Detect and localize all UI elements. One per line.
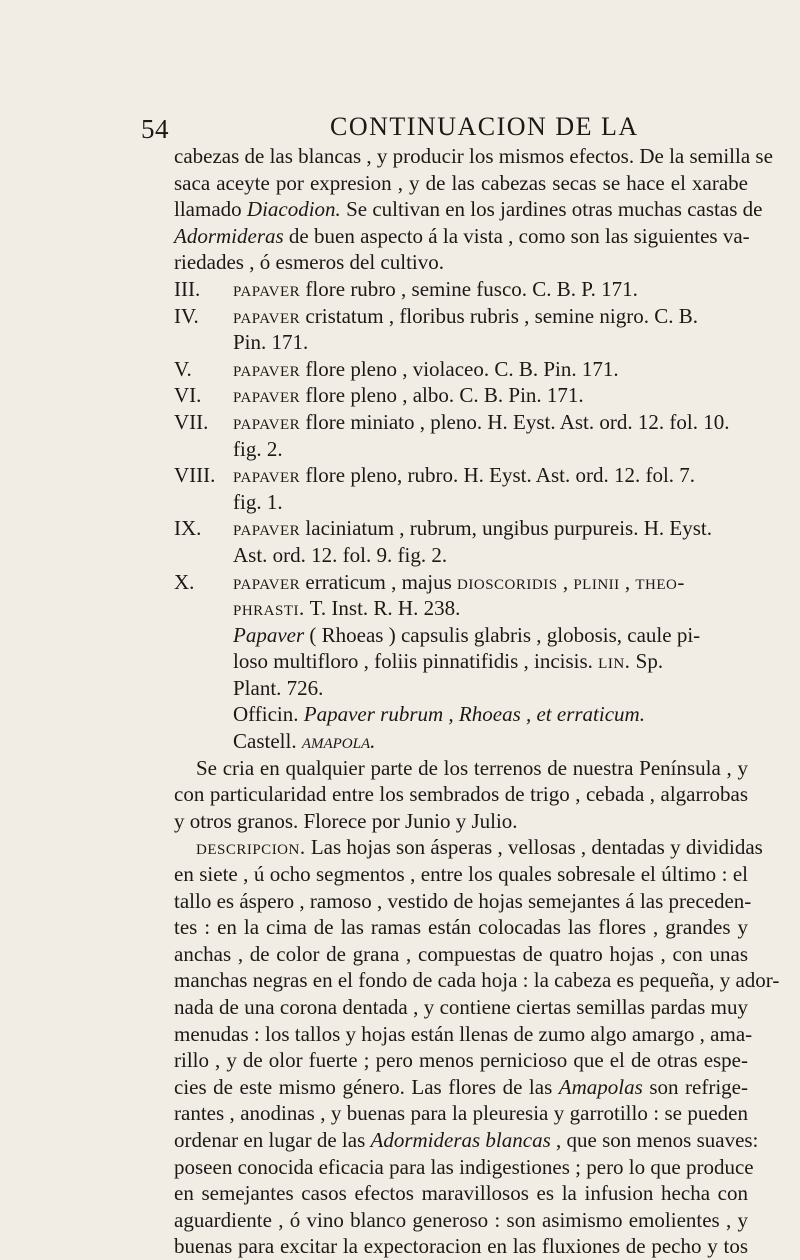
small-caps-text: papaver — [233, 303, 301, 328]
text-line — [174, 728, 748, 755]
text-line — [174, 1233, 748, 1260]
body-text — [174, 143, 780, 1260]
text-line — [174, 994, 748, 1021]
text-run: manchas negras en el fondo de cada hoja : la cabeza es pequeña, y ador- — [174, 968, 780, 993]
italic-text: Adormideras — [174, 223, 284, 248]
text-run: de buen aspecto á la vista , como son las siguientes va- — [283, 223, 750, 248]
text-run: aguardiente , ó vino blanco generoso : son asimismo emolientes , y — [174, 1207, 748, 1232]
text-run: flore pleno , violaceo. C. B. Pin. 171. — [300, 356, 619, 381]
text-run: Pin. 171. — [233, 330, 309, 355]
text-line — [174, 941, 748, 968]
roman-numeral: VII. — [174, 409, 209, 434]
italic-text: Papaver rubrum , Rhoeas , et erraticum. — [303, 702, 645, 727]
variety-entry-line — [174, 276, 748, 303]
text-line — [174, 595, 748, 622]
variety-entry-line — [174, 515, 748, 542]
text-line — [174, 1074, 748, 1101]
italic-text: Papaver — [233, 622, 305, 647]
text-run: buenas para excitar la expectoracion en las fluxiones de pecho y tos — [174, 1234, 748, 1259]
text-run: Se cultivan en los jardines otras muchas castas de — [340, 197, 763, 222]
text-line — [174, 648, 748, 675]
text-run: laciniatum , rubrum, ungibus purpureis. H. Eyst. — [300, 516, 712, 541]
roman-numeral: V. — [174, 356, 192, 381]
italic-text: Adormideras blancas — [370, 1127, 551, 1152]
italic-text: Diacodion. — [246, 197, 341, 222]
text-run: ( Rhoeas ) capsulis glabris , globosis, caule pi- — [304, 622, 701, 647]
text-run: flore pleno , albo. C. B. Pin. 171. — [300, 383, 584, 408]
text-line — [174, 755, 748, 782]
text-run: menudas : los tallos y hojas están llenas de zumo algo amargo , ama- — [174, 1021, 753, 1046]
text-run: flore miniato , pleno. H. Eyst. Ast. ord. 12. fol. 10. — [300, 409, 730, 434]
text-run: , que son menos suaves: — [550, 1127, 759, 1152]
roman-numeral: III. — [174, 276, 201, 301]
variety-entry-line — [174, 356, 748, 383]
variety-entry-line — [174, 303, 748, 330]
text-line — [174, 701, 748, 728]
text-line — [174, 967, 780, 994]
small-caps-text: papaver — [233, 409, 301, 434]
text-run: son refrige- — [642, 1074, 748, 1099]
text-run: rillo , y de olor fuerte ; pero menos pernicioso que el de otras espe- — [174, 1048, 748, 1073]
text-line — [174, 196, 763, 223]
small-caps-text: papaver — [233, 516, 301, 541]
text-line — [174, 170, 748, 197]
small-caps-text: plinii — [573, 569, 620, 594]
small-caps-text: phrasti. — [233, 596, 305, 621]
text-run: nada de una corona dentada , y contiene ciertas semillas pardas muy — [174, 995, 748, 1019]
text-run: , — [619, 569, 636, 594]
text-run: fig. 2. — [233, 436, 283, 461]
text-line — [174, 861, 748, 888]
text-run: poseen conocida eficacia para las indigestiones ; pero lo que produce — [174, 1154, 754, 1179]
italic-text: amapola. — [301, 729, 376, 754]
text-run: tes : en la cima de las ramas están colocadas las flores , grandes y — [174, 915, 748, 940]
text-run: tallo es áspero , ramoso , vestido de hojas semejantes á las preceden- — [174, 888, 752, 913]
text-run: rantes , anodinas , y buenas para la pleuresia y garrotillo : se pueden — [174, 1101, 748, 1126]
text-line — [174, 888, 752, 915]
text-line — [174, 223, 748, 250]
text-run: Plant. 726. — [233, 675, 324, 700]
text-line — [174, 1154, 754, 1181]
variety-entry-line — [174, 409, 748, 436]
text-run: T. Inst. R. H. 238. — [304, 596, 461, 621]
text-line — [174, 489, 748, 516]
roman-numeral: VI. — [174, 383, 202, 408]
text-line — [174, 1127, 759, 1154]
text-run: Officin. — [233, 702, 304, 727]
text-run: Sp. — [630, 649, 664, 674]
italic-text: Amapolas — [558, 1074, 643, 1099]
text-run: , — [557, 569, 574, 594]
text-run: anchas , de color de grana , compuestas de quatro hojas , con unas — [174, 941, 748, 966]
text-line — [174, 542, 748, 569]
small-caps-text: descripcion. — [196, 835, 306, 860]
text-run: loso multifloro , foliis pinnatifidis , incisis. — [233, 649, 599, 674]
text-run: Castell. — [233, 729, 302, 754]
text-run: flore rubro , semine fusco. C. B. P. 171. — [300, 276, 638, 301]
text-line — [174, 622, 748, 649]
text-line — [174, 914, 748, 941]
page-header — [0, 112, 800, 146]
small-caps-text: papaver — [233, 383, 301, 408]
text-run: y otros granos. Florece por Junio y Julio. — [174, 808, 518, 833]
text-run: en siete , ú ocho segmentos , entre los quales sobresale el último : el — [174, 862, 748, 887]
text-line — [174, 329, 748, 356]
text-line — [174, 675, 748, 702]
small-caps-text: theo- — [635, 569, 685, 594]
page-number: 54 — [141, 114, 169, 144]
small-caps-text: papaver — [233, 463, 301, 488]
variety-entry-line — [174, 569, 748, 596]
text-run: Ast. ord. 12. fol. 9. fig. 2. — [233, 542, 448, 567]
roman-numeral: IV. — [174, 303, 199, 328]
text-run: Se cria en qualquier parte de los terrenos de nuestra Península , y — [196, 755, 748, 780]
small-caps-text: papaver — [233, 569, 301, 594]
running-head: CONTINUACION DE LA — [330, 112, 639, 141]
text-run: llamado — [174, 197, 247, 222]
text-line — [174, 1047, 748, 1074]
text-run: en semejantes casos efectos maravillosos es la infusion hecha con — [174, 1181, 748, 1206]
text-run: erraticum , majus — [300, 569, 458, 594]
text-run: saca aceyte por expresion , y de las cabezas secas se hace el xarabe — [174, 170, 748, 195]
text-run: riedades , ó esmeros del cultivo. — [174, 250, 445, 275]
roman-numeral: IX. — [174, 516, 202, 541]
variety-entry-line — [174, 382, 748, 409]
text-run: flore pleno, rubro. H. Eyst. Ast. ord. 12. fol. 7. — [300, 463, 696, 488]
roman-numeral: X. — [174, 569, 195, 594]
text-run: cies de este mismo género. Las flores de las — [174, 1074, 559, 1099]
text-line — [174, 249, 748, 276]
small-caps-text: papaver — [233, 356, 301, 381]
small-caps-text: dioscoridis — [457, 569, 558, 594]
text-line — [174, 143, 773, 170]
text-line — [174, 1100, 748, 1127]
text-line — [174, 834, 763, 861]
roman-numeral: VIII. — [174, 463, 216, 488]
text-run: fig. 1. — [233, 489, 283, 514]
text-line — [174, 1180, 748, 1207]
text-line — [174, 1207, 748, 1234]
text-line — [174, 436, 748, 463]
text-run: Las hojas son ásperas , vellosas , dentadas y divididas — [305, 835, 763, 860]
text-line — [174, 781, 748, 808]
text-run: con particularidad entre los sembrados de trigo , cebada , algarrobas — [174, 782, 748, 807]
text-line — [174, 808, 748, 835]
small-caps-text: papaver — [233, 276, 301, 301]
text-run: ordenar en lugar de las — [174, 1127, 371, 1152]
small-caps-text: lin. — [598, 649, 631, 674]
text-run: cristatum , floribus rubris , semine nigro. C. B. — [300, 303, 698, 328]
text-line — [174, 1021, 753, 1048]
variety-entry-line — [174, 462, 748, 489]
text-run: cabezas de las blancas , y producir los mismos efectos. De la semilla se — [174, 144, 773, 168]
